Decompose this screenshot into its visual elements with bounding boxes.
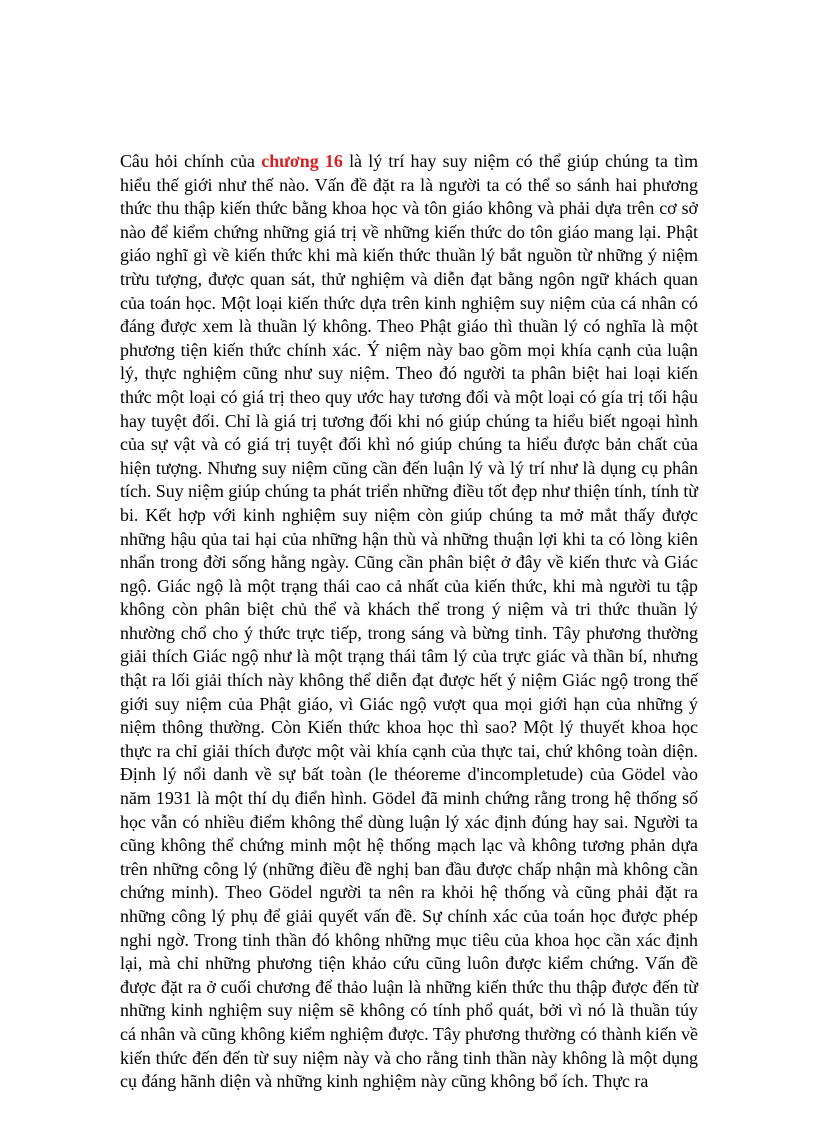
- paragraph-text: là lý trí hay suy niệm có thể giúp chúng ta tìm hiểu thế giới như thế nào. Vấn đề đặt ra là người ta có thể so sánh hai phương thức thu thập kiến thức bằng khoa học và tôn giáo không và phải dựa trên cơ sở nào để kiểm chứng những giá trị về những kiến thức do tôn giáo mang lại. Phật giáo nghĩ gì về kiến thức khi mà kiến thức thuần lý bắt nguồn từ những ý niệm trừu tượng, được quan sát, thử nghiệm và diễn đạt bằng ngôn ngữ khách quan của toán học. Một loại kiến thức dựa trên kinh nghiệm suy niệm của cá nhân có đáng được xem là thuần lý không. Theo Phật giáo thì thuần lý có nghĩa là một phương tiện kiến thức chính xác. Ý niệm này bao gồm mọi khía cạnh của luận lý, thực nghiệm cũng như suy niệm. Theo đó người ta phân biệt hai loại kiến thức một loại có giá trị theo quy ước hay tương đối và một loại có gía trị tối hậu hay tuyệt đối. Chỉ là giá trị tương đối khi nó giúp chúng ta hiểu biết ngoại hình của sự vật và có giá trị tuyệt đối khì nó giúp chúng ta hiểu được bản chất của hiện tượng. Nhưng suy niệm cũng cần đến luận lý và lý trí như là dụng cụ phân tích. Suy niệm giúp chúng ta phát triển những điều tốt đẹp như thiện tính, tính từ bi. Kết hợp với kinh nghiệm suy niệm còn giúp chúng ta mở mắt thấy được những hậu qủa tai hại của những hận thù và những thuận lợi khi ta có lòng kiên nhẩn trong đời sống hằng ngày. Cũng cần phân biệt ở đây về kiến thưc và Giác ngộ. Giác ngộ là một trạng thái cao cả nhất của kiến thức, khi mà người tu tập không còn phân biệt chủ thể và khách thể trong ý niệm và tri thức thuần lý nhường chổ cho ý thức trực tiếp, trong sáng và bừng tỉnh. Tây phương thường giải thích Giác ngộ như là một trạng thái tâm lý của trực giác và thần bí, nhưng thật ra lối giải thích này không thể diễn đạt được hết ý niệm Giác ngộ trong thế giới suy niệm của Phật giáo, vì Giác ngộ vượt qua mọi giới hạn của những ý niệm thông thường. Còn Kiến thức khoa học thì sao? Một lý thuyết khoa học thực ra chỉ giải thích được một vài khía cạnh của thực tai, chứ không toàn diện. Định lý nổi danh về sự bất toàn (le théoreme d'incompletude) của Gödel vào năm 1931 là một thí dụ điển hình. Gödel đã minh chứng rằng trong hệ thống số học vẫn có nhiều điểm không thể dùng luận lý xác định đúng hay sai. Người ta cũng không thể chứng minh một hệ thống mạch lạc và không tương phản dựa trên những công lý (những điều đề nghị ban đầu được chấp nhận mà không cần chứng minh). Theo Gödel người ta nên ra khỏi hệ thống và cũng phải đặt ra những công lý phụ để giải quyết vấn đề. Sự chính xác của toán học được phép nghi ngờ. Trong tinh thần đó không những mục tiêu của khoa học cần xác định lại, mà chỉ những phương tiện khảo cứu cũng luôn được kiểm chứng. Vấn đề được đặt ra ở cuối chương để thảo luận là những kiến thức thu thập được đến từ những kinh nghiệm suy niệm sẽ không có tính phổ quát, bởi vì nó là thuần túy cá nhân và cũng không kiểm nghiệm được. Tây phương thường có thành kiến về kiến thức đến đến từ suy niệm này và cho rằng tinh thần này không là một dụng cụ đáng hãnh diện và những kinh nghiệm này cũng không bổ ích. Thực ra: [120, 151, 698, 1092]
- document-page: [120, 150, 698, 1094]
- paragraph-intro: Câu hỏi chính của: [120, 151, 262, 171]
- body-paragraph: [120, 150, 698, 1094]
- chapter-highlight: chương 16: [261, 151, 343, 171]
